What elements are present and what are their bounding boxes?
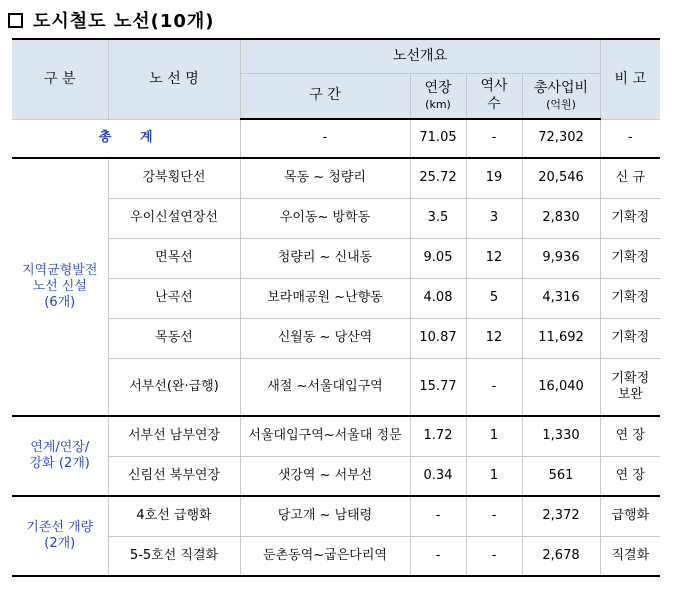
group-label-line: 연계/연장/ <box>30 439 90 455</box>
line-length: 9.05 <box>410 238 466 278</box>
line-remarks: 급행화 <box>600 496 660 536</box>
group-label-line: 지역균형발전 <box>22 262 98 278</box>
line-section: 서울대입구역~서울대 정문 <box>240 416 410 456</box>
line-section: 새절 ~서울대입구역 <box>240 358 410 416</box>
line-name: 서부선(완·급행) <box>108 358 240 416</box>
line-section: 둔촌동역~굽은다리역 <box>240 536 410 576</box>
line-length: 0.34 <box>410 456 466 496</box>
header-line-name: 노 선 명 <box>108 39 240 119</box>
table-row <box>12 198 660 238</box>
table-row <box>12 456 660 496</box>
line-remarks: 기확정 <box>600 198 660 238</box>
line-length: 1.72 <box>410 416 466 456</box>
line-remarks: 직결화 <box>600 536 660 576</box>
line-cost: 4,316 <box>522 278 600 318</box>
line-stations: 12 <box>466 318 522 358</box>
line-stations: 12 <box>466 238 522 278</box>
line-length: 10.87 <box>410 318 466 358</box>
header-stations-line2: 수 <box>487 95 501 112</box>
line-name: 강북횡단선 <box>108 158 240 198</box>
line-name: 신림선 북부연장 <box>108 456 240 496</box>
total-label: 총 계 <box>12 119 240 158</box>
total-cost: 72,302 <box>522 119 600 158</box>
page-title <box>8 6 214 34</box>
line-name: 면목선 <box>108 238 240 278</box>
line-cost: 9,936 <box>522 238 600 278</box>
line-length: 25.72 <box>410 158 466 198</box>
line-section: 목동 ~ 청량리 <box>240 158 410 198</box>
line-name: 4호선 급행화 <box>108 496 240 536</box>
group-label-line: (2개) <box>44 536 76 551</box>
line-cost: 561 <box>522 456 600 496</box>
line-cost: 20,546 <box>522 158 600 198</box>
header-overview: 노선개요 <box>240 39 600 73</box>
group-label-balanced <box>12 158 108 416</box>
line-section: 신월동 ~ 당산역 <box>240 318 410 358</box>
line-length: - <box>410 496 466 536</box>
line-section: 청량리 ~ 신내동 <box>240 238 410 278</box>
line-cost: 11,692 <box>522 318 600 358</box>
line-cost: 16,040 <box>522 358 600 416</box>
header-cost-unit: (억원) <box>546 97 576 111</box>
line-name: 난곡선 <box>108 278 240 318</box>
line-remarks: 신 규 <box>600 158 660 198</box>
line-stations: 5 <box>466 278 522 318</box>
header-length <box>410 73 466 119</box>
table-row <box>12 318 660 358</box>
line-remarks: 기확정 <box>600 238 660 278</box>
group-label-line: 강화 (2개) <box>29 456 90 471</box>
line-section: 당고개 ~ 남태령 <box>240 496 410 536</box>
header-gubun: 구 분 <box>12 39 108 119</box>
header-length-unit: (km) <box>425 97 451 111</box>
line-section: 보라매공원 ~난향동 <box>240 278 410 318</box>
page-title-text: 도시철도 노선(10개) <box>33 11 215 32</box>
line-name: 서부선 남부연장 <box>108 416 240 456</box>
checkbox-square-icon <box>8 13 23 28</box>
header-section: 구 간 <box>240 73 410 119</box>
line-remarks: 기확정 <box>600 318 660 358</box>
header-stations <box>466 73 522 119</box>
line-name: 5-5호선 직결화 <box>108 536 240 576</box>
group-label-line: 노선 신설 <box>32 278 87 294</box>
line-cost: 1,330 <box>522 416 600 456</box>
header-remarks: 비 고 <box>600 39 660 119</box>
line-length: 3.5 <box>410 198 466 238</box>
table-row <box>12 358 660 416</box>
line-stations: - <box>466 536 522 576</box>
line-stations: - <box>466 358 522 416</box>
line-length: 15.77 <box>410 358 466 416</box>
line-name: 우이신설연장선 <box>108 198 240 238</box>
line-name: 목동선 <box>108 318 240 358</box>
table-row <box>12 536 660 576</box>
line-stations: 3 <box>466 198 522 238</box>
table-row <box>12 416 660 456</box>
total-stations: - <box>466 119 522 158</box>
table-row <box>12 238 660 278</box>
total-remarks: - <box>600 119 660 158</box>
total-row <box>12 119 660 158</box>
line-cost: 2,830 <box>522 198 600 238</box>
total-length: 71.05 <box>410 119 466 158</box>
line-remarks: 기확정 <box>600 278 660 318</box>
group-label-improvement <box>12 496 108 576</box>
line-remarks: 연 장 <box>600 456 660 496</box>
line-stations: - <box>466 496 522 536</box>
header-cost-label: 총사업비 <box>533 80 589 97</box>
subway-lines-table <box>12 38 660 577</box>
line-stations: 1 <box>466 416 522 456</box>
line-section: 우이동~ 방학동 <box>240 198 410 238</box>
line-remarks-line1: 기확정 <box>611 370 650 386</box>
line-remarks-line2: 보완 <box>617 386 643 402</box>
header-cost <box>522 73 600 119</box>
line-length: - <box>410 536 466 576</box>
group-label-line: 기존선 개량 <box>26 519 94 535</box>
table-row <box>12 278 660 318</box>
line-remarks <box>600 358 660 416</box>
table-row <box>12 158 660 198</box>
table-row <box>12 496 660 536</box>
total-section: - <box>240 119 410 158</box>
group-label-extension <box>12 416 108 496</box>
line-remarks: 연 장 <box>600 416 660 456</box>
line-section: 샛강역 ~ 서부선 <box>240 456 410 496</box>
line-stations: 19 <box>466 158 522 198</box>
line-cost: 2,678 <box>522 536 600 576</box>
line-cost: 2,372 <box>522 496 600 536</box>
line-stations: 1 <box>466 456 522 496</box>
group-label-line: (6개) <box>44 295 76 311</box>
header-stations-line1: 역사 <box>480 78 508 95</box>
line-length: 4.08 <box>410 278 466 318</box>
header-length-label: 연장 <box>424 80 452 97</box>
